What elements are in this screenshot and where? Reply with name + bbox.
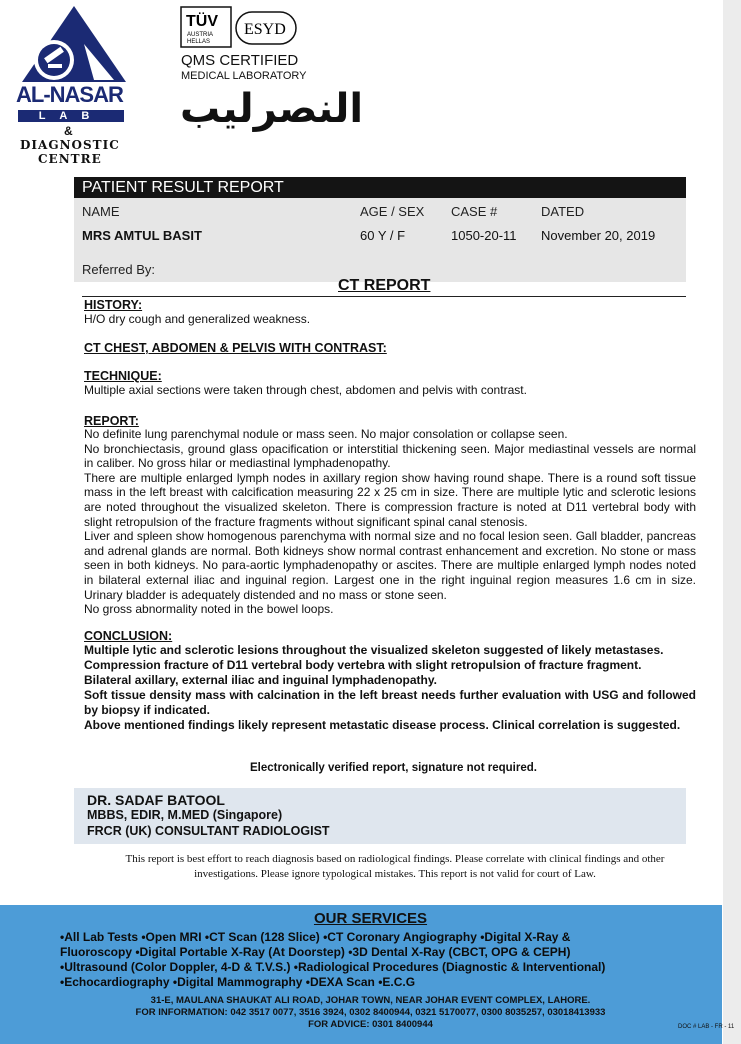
services-title: OUR SERVICES <box>313 910 428 927</box>
history-heading: HISTORY: <box>84 298 143 312</box>
services-line-1: •All Lab Tests •Open MRI •CT Scan (128 Slice) •CT Coronary Angiography •Digital X-Ray & <box>60 930 571 944</box>
tuv-text: TÜV <box>186 13 218 30</box>
footer-info-phones: FOR INFORMATION: 042 3517 0077, 3516 3924, 0302 8400944, 0321 5170077, 0300 8035257, 03018413933 <box>135 1007 606 1018</box>
lab-subtitle-2: CENTRE <box>38 152 102 166</box>
esyd-text: ESYD <box>244 21 286 38</box>
lab-amp: & <box>64 124 73 138</box>
referred-by-label: Referred By: <box>82 262 155 277</box>
conclusion-5: Above mentioned findings likely represent metastatic disease process. Clinical correlation is suggested. <box>84 718 681 732</box>
services-line-3: •Ultrasound (Color Doppler, 4-D & T.V.S.) •Radiological Procedures (Diagnostic & Interventional) <box>60 960 606 974</box>
case-label: CASE # <box>451 204 498 219</box>
doctor-name: DR. SADAF BATOOL <box>87 792 225 808</box>
services-line-4: •Echocardiography •Digital Mammography •DEXA Scan •E.C.G <box>60 975 416 989</box>
footer-address: 31-E, MAULANA SHAUKAT ALI ROAD, JOHAR TOWN, NEAR JOHAR EVENT COMPLEX, LAHORE. <box>150 995 591 1006</box>
conclusion-2: Compression fracture of D11 vertebral body vertebra with slight retropulsion of fracture fragment. <box>84 658 642 672</box>
dated-label: DATED <box>541 204 585 219</box>
report-p3: There are multiple enlarged lymph nodes in axillary region show having round shape. There is a round soft tissue mass in the left breast with calcification measuring 22 x 25 cm in size. There are multiple lytic and sclerotic lesions are noted throughout the visualized skeleton. There is compression fracture is noted at D11 vertebral body with slight retropulsion of the fracture fragments without significant spinal canal stenosis. <box>84 470 696 529</box>
age-sex-value: 60 Y / F <box>360 228 406 243</box>
report-p2: No bronchiectasis, ground glass opacification or interstitial thickening seen. Major mediastinal vessels are normal in caliber. No gross hilar or mediastinal lymphadenopathy. <box>84 441 696 471</box>
report-heading: REPORT: <box>84 414 139 428</box>
page-edge <box>723 0 741 1044</box>
conclusion-list <box>84 643 696 733</box>
footer-advice-phone: FOR ADVICE: 0301 8400944 <box>308 1019 433 1030</box>
patient-name: MRS AMTUL BASIT <box>82 228 202 243</box>
report-p5: No gross abnormality noted in the bowel loops. <box>84 602 334 617</box>
conclusion-heading: CONCLUSION: <box>84 629 173 643</box>
certification-logos <box>180 6 298 50</box>
doctor-qualification-2: FRCR (UK) CONSULTANT RADIOLOGIST <box>87 824 330 838</box>
case-value: 1050-20-11 <box>451 228 517 243</box>
document-code: DOC # LAB - FR - 11 <box>678 1024 735 1030</box>
lab-name: AL-NASAR <box>16 82 123 107</box>
study-heading: CT CHEST, ABDOMEN & PELVIS WITH CONTRAST: <box>84 341 387 355</box>
technique-heading: TECHNIQUE: <box>84 369 162 383</box>
tuv-sub-2: HELLAS <box>187 39 211 45</box>
tuv-sub-1: AUSTRIA <box>187 32 214 38</box>
name-label: NAME <box>82 204 120 219</box>
age-sex-label: AGE / SEX <box>360 204 425 219</box>
technique-text: Multiple axial sections were taken through chest, abdomen and pelvis with contrast. <box>84 383 527 397</box>
lab-subtitle-1: DIAGNOSTIC <box>20 138 120 152</box>
report-p1: No definite lung parenchymal nodule or mass seen. No major consolation or collapse seen. <box>84 427 568 441</box>
report-title: CT REPORT <box>338 277 431 294</box>
lab-word: LAB <box>18 110 124 122</box>
verified-note: Electronically verified report, signature not required. <box>250 762 537 774</box>
qms-medical-lab: MEDICAL LABORATORY <box>181 70 307 82</box>
report-paragraph <box>84 427 696 617</box>
qms-certified: QMS CERTIFIED <box>181 52 299 69</box>
history-text: H/O dry cough and generalized weakness. <box>84 312 311 326</box>
disclaimer: This report is best effort to reach diagnosis based on radiological findings. Please correlate with clinical findings and other investigations. Please ignore typological mistakes. This report is not valid for court of Law. <box>125 853 665 880</box>
doctor-qualification-1: MBBS, EDIR, M.MED (Singapore) <box>87 808 283 822</box>
conclusion-4: Soft tissue density mass with calcination in the left breast needs further evaluation with USG and followed by biopsy if indicated. <box>84 688 696 717</box>
patient-report-title: PATIENT RESULT REPORT <box>74 177 686 198</box>
services-line-2: Fluoroscopy •Digital Portable X-Ray (At Doorstep) •3D Dental X-Ray (CBCT, OPG & CEPH) <box>60 945 571 959</box>
conclusion-3: Bilateral axillary, external iliac and inguinal lymphadenopathy. <box>84 673 437 687</box>
conclusion-1: Multiple lytic and sclerotic lesions throughout the visualized skeleton suggested of likely metastases. <box>84 643 664 657</box>
tuv-badge-icon <box>180 6 298 50</box>
report-p4: Liver and spleen show homogenous parenchyma with normal size and no focal lesion seen. Gall bladder, pancreas and adrenal glands are normal. Both kidneys show normal contrast enhancement and excretion. No stone or mass seen in both kidneys. No para-aortic lymphadenopathy or ascites. There are multiple enlarged lymph nodes noted in bilateral external iliac and inguinal region. Largest one in the right inguinal region measures 1.6 cm in size. Urinary bladder is adequately distended and no mass or stone seen. <box>84 529 696 602</box>
divider <box>82 296 686 297</box>
microscope-logo-icon <box>14 4 134 84</box>
dated-value: November 20, 2019 <box>541 228 656 243</box>
urdu-lab-name: النصرليب <box>180 86 364 132</box>
